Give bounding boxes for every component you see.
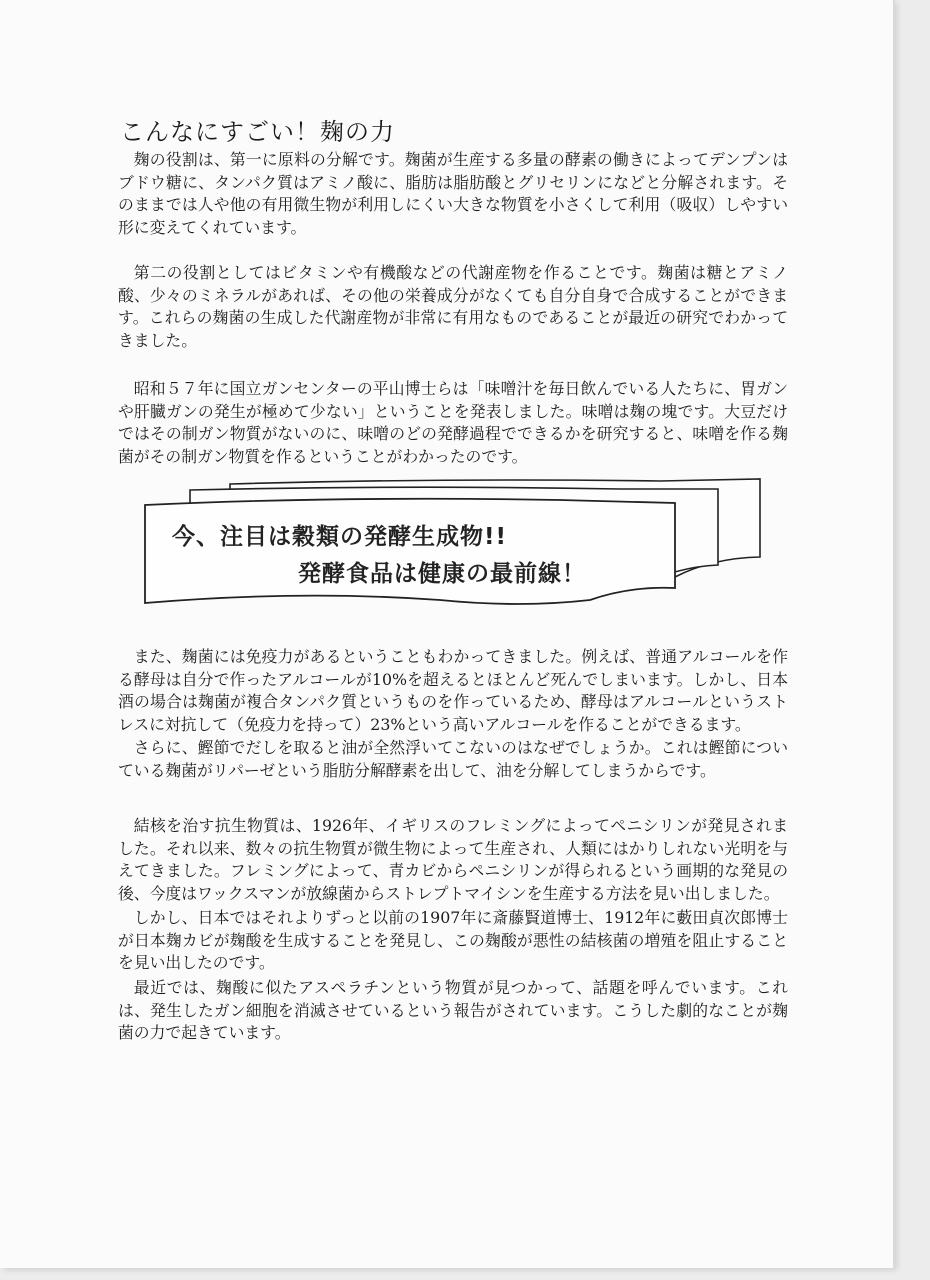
paragraph-aspelatin: 最近では、麹酸に似たアスペラチンという物質が見つかって、話題を呼んでいます。これは、発生したガン細胞を消滅させているという報告がされています。こうした劇的なことが麹菌の力で起きています。: [118, 978, 788, 1042]
paragraph-role-decomposition: 麹の役割は、第一に原料の分解です。麹菌が生産する多量の酵素の働きによってデンプンはブドウ糖に、タンパク質はアミノ酸に、脂肪は脂肪酸とグリセリンになどと分解されます。そのままでは人や他の有用微生物が利用しにくい大きな物質を小さくして利用（吸収）しやすい形に変えてくれています。: [118, 150, 788, 237]
paragraph-role-metabolites: 第二の役割としてはビタミンや有機酸などの代謝産物を作ることです。麹菌は糖とアミノ酸、少々のミネラルがあれば、その他の栄養成分がなくても自分自身で合成することができます。これらの麹菌の生成した代謝産物が非常に有用なものであることが最近の研究でわかってきました。: [118, 263, 788, 350]
paragraph-miso-cancer: 昭和５７年に国立ガンセンターの平山博士らは「味噌汁を毎日飲んでいる人たちに、胃ガンや肝臓ガンの発生が極めて少ない」ということを発表しました。味噌は麹の塊です。大豆だけではその制ガン物質がないのに、味噌のどの発酵過程でできるかを研究すると、味噌を作る麹菌がその制ガン物質を作るということがわかったのです。: [118, 379, 788, 466]
paragraph-kojic-acid: しかし、日本ではそれよりずっと以前の1907年に斎藤賢道博士、1912年に藪田貞次郎博士が日本麹カビが麹酸を生成することを発見し、この麹酸が悪性の結核菌の増殖を阻止することを見い出したのです。: [118, 908, 788, 972]
paragraph-katsuobushi: さらに、鰹節でだしを取ると油が全然浮いてこないのはなぜでしょうか。これは鰹節についている麹菌がリパーゼという脂肪分解酵素を出して、油を分解してしまうからです。: [118, 738, 788, 780]
banner-headline-1: 今、注目は穀類の発酵生成物!!: [172, 524, 507, 550]
banner-headline-2: 発酵食品は健康の最前線！: [298, 561, 586, 587]
paragraph-immunity: また、麹菌には免疫力があるということもわかってきました。例えば、普通アルコールを作る酵母は自分で作ったアルコールが10%を超えるとほとんど死んでしまいます。しかし、日本酒の場合は麹菌が複合タンパク質というものを作っているため、酵母はアルコールというストレスに対抗して（免疫力を持って）23%という高いアルコールを作ることができるます。: [118, 647, 788, 734]
document-title: こんなにすごい！麹の力: [120, 118, 395, 146]
paragraph-antibiotics: 結核を治す抗生物質は、1926年、イギリスのフレミングによってペニシリンが発見されました。それ以来、数々の抗生物質が微生物によって生産され、人類にはかりしれない光明を与えてきました。フレミングによって、青カビからペニシリンが得られるという画期的な発見の後、今度はワックスマンが放線菌からストレプトマイシンを生産する方法を見い出しました。: [118, 816, 788, 903]
banner-front-panel: [145, 499, 675, 604]
